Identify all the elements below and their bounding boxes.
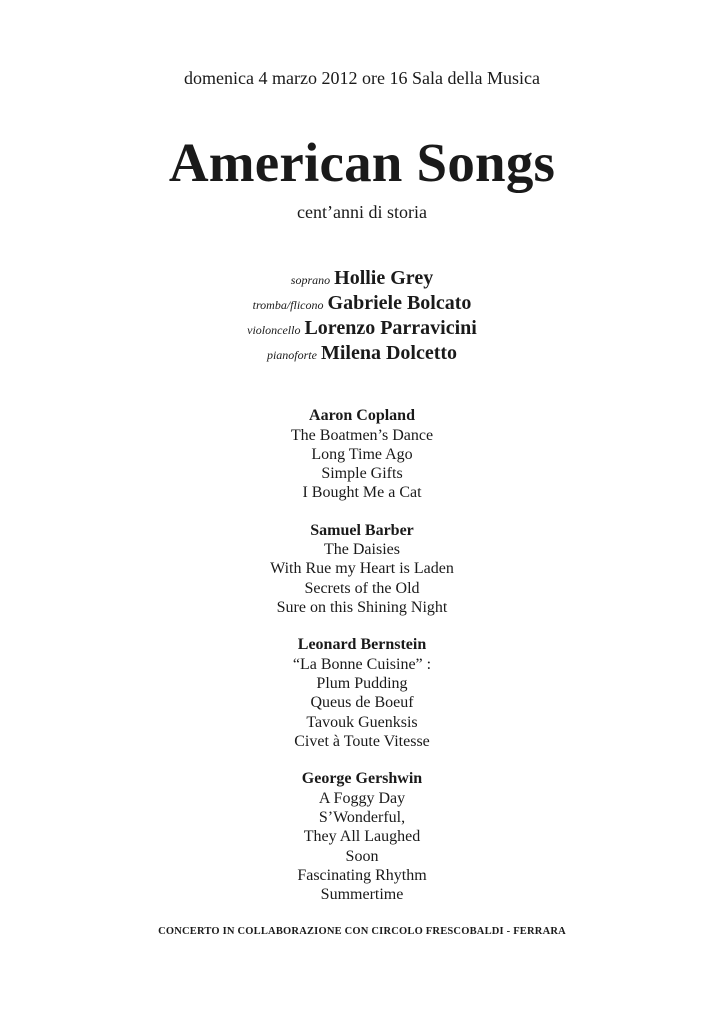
piece-title: Civet à Toute Vitesse: [294, 733, 430, 751]
piece-title: Secrets of the Old: [304, 579, 420, 597]
performer-name: Lorenzo Parravicini: [304, 317, 477, 339]
composer-name: Leonard Bernstein: [297, 636, 427, 654]
program-group-gershwin: [0, 769, 724, 904]
performer-role: violoncello: [247, 323, 301, 337]
program-group-bernstein: [0, 635, 724, 751]
composer-name: George Gershwin: [301, 770, 423, 788]
piece-title: Plum Pudding: [316, 675, 408, 693]
performer-role: soprano: [290, 273, 331, 287]
performer-name: Gabriele Bolcato: [327, 292, 472, 314]
piece-title: Tavouk Guenksis: [306, 713, 418, 731]
performer-soprano: [0, 266, 724, 291]
piece-title: Sure on this Shining Night: [276, 599, 448, 617]
performer-role: pianoforte: [266, 348, 317, 362]
event-date-line: domenica 4 marzo 2012 ore 16 Sala della Musica: [184, 68, 540, 88]
piece-title: S’Wonderful,: [318, 809, 406, 827]
program-group-copland: [0, 406, 724, 503]
piece-title: Long Time Ago: [311, 445, 413, 463]
performer-role: tromba/flicono: [252, 298, 324, 312]
piece-title: Soon: [345, 847, 379, 865]
piece-title: Queus de Boeuf: [310, 694, 414, 712]
concert-title: American Songs: [168, 132, 556, 193]
piece-title: I Bought Me a Cat: [302, 484, 422, 502]
performers-list: [0, 266, 724, 366]
concert-subtitle: cent’anni di storia: [297, 202, 427, 222]
piece-title: Simple Gifts: [321, 465, 403, 483]
composer-name: Samuel Barber: [310, 521, 414, 539]
composer-name: Aaron Copland: [309, 407, 415, 424]
performer-name: Hollie Grey: [334, 267, 434, 289]
piece-title: A Foggy Day: [318, 789, 406, 807]
piece-title: They All Laughed: [303, 828, 421, 846]
piece-title: “La Bonne Cuisine” :: [292, 655, 432, 673]
piece-title: The Daisies: [324, 541, 400, 559]
piece-title: With Rue my Heart is Laden: [270, 560, 454, 578]
program-list: [0, 406, 724, 923]
performer-tromba: [0, 291, 724, 316]
footer-note: CONCERTO IN COLLABORAZIONE CON CIRCOLO FRESCOBALDI - FERRARA: [158, 926, 566, 937]
piece-title: The Boatmen’s Dance: [290, 426, 434, 444]
performer-violoncello: [0, 316, 724, 341]
performer-pianoforte: [0, 341, 724, 366]
performer-name: Milena Dolcetto: [320, 342, 458, 364]
piece-title: Fascinating Rhythm: [297, 867, 427, 885]
piece-title: Summertime: [320, 886, 404, 904]
program-group-barber: [0, 521, 724, 618]
